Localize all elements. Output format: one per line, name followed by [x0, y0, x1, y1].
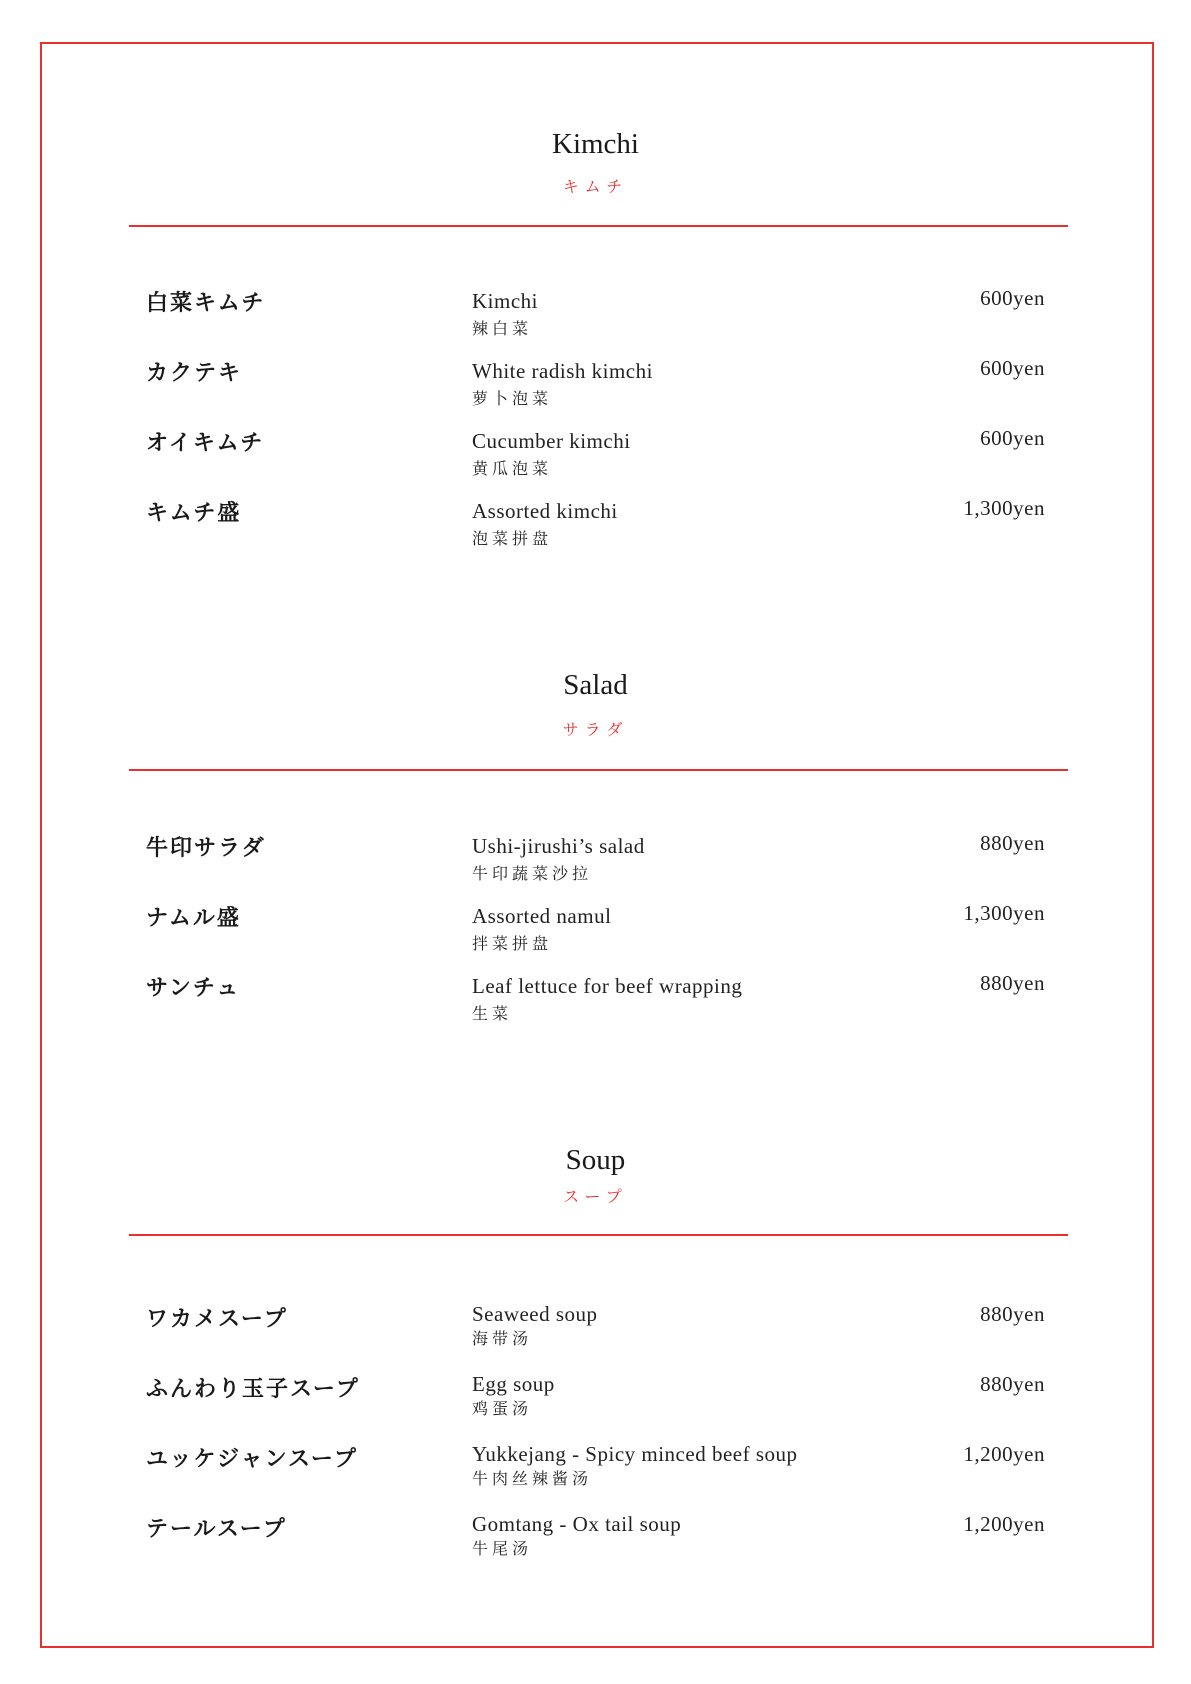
menu-item — [0, 426, 1191, 486]
menu-item — [0, 1442, 1191, 1502]
menu-item — [0, 356, 1191, 416]
item-name-en: Cucumber kimchi — [472, 429, 631, 453]
item-name-jp: テールスープ — [146, 1517, 287, 1542]
section-subtitle-salad: サラダ — [562, 720, 629, 739]
section-title-soup: Soup — [565, 1144, 626, 1176]
item-name-jp: オイキムチ — [146, 431, 265, 456]
item-name-en: Assorted namul — [472, 904, 612, 928]
item-price: 1,200yen — [963, 1442, 1045, 1466]
menu-item — [0, 286, 1191, 346]
item-name-cn: 牛肉丝辣酱汤 — [472, 1469, 593, 1488]
item-name-en: Yukkejang - Spicy minced beef soup — [472, 1442, 798, 1466]
item-name-cn: 辣白菜 — [472, 319, 533, 338]
item-name-jp: キムチ盛 — [146, 501, 242, 526]
menu-item — [0, 496, 1191, 556]
item-name-en: Leaf lettuce for beef wrapping — [472, 974, 743, 998]
item-name-cn: 牛印蔬菜沙拉 — [472, 864, 593, 883]
item-name-cn: 鸡蛋汤 — [472, 1399, 533, 1418]
section-title-salad: Salad — [563, 669, 628, 701]
item-name-en: Assorted kimchi — [472, 499, 618, 523]
item-name-jp: ワカメスープ — [146, 1307, 288, 1332]
item-name-en: Ushi-jirushi’s salad — [472, 834, 645, 858]
menu-item — [0, 971, 1191, 1031]
item-price: 600yen — [980, 426, 1045, 450]
section-subtitle-kimchi: キムチ — [562, 177, 629, 196]
item-price: 880yen — [980, 831, 1045, 855]
item-name-jp: ナムル盛 — [146, 906, 241, 931]
item-name-en: Kimchi — [472, 289, 538, 313]
item-price: 1,300yen — [963, 496, 1045, 520]
section-divider — [129, 1234, 1068, 1236]
item-price: 600yen — [980, 356, 1045, 380]
item-name-cn: 海带汤 — [472, 1329, 533, 1348]
item-price: 880yen — [980, 1372, 1045, 1396]
section-subtitle-soup: スープ — [563, 1187, 628, 1206]
item-name-en: Egg soup — [472, 1372, 555, 1396]
item-name-en: Seaweed soup — [472, 1302, 598, 1326]
menu-item — [0, 1372, 1191, 1432]
item-name-en: White radish kimchi — [472, 359, 653, 383]
item-name-jp: ユッケジャンスープ — [146, 1447, 358, 1472]
menu-item — [0, 901, 1191, 961]
item-price: 880yen — [980, 1302, 1045, 1326]
item-name-jp: 白菜キムチ — [146, 291, 266, 316]
item-price: 880yen — [980, 971, 1045, 995]
section-divider — [129, 225, 1068, 227]
item-name-cn: 黄瓜泡菜 — [472, 459, 553, 478]
item-name-cn: 牛尾汤 — [472, 1539, 533, 1558]
item-name-cn: 拌菜拼盘 — [472, 934, 553, 953]
section-title-kimchi: Kimchi — [552, 128, 639, 160]
item-name-jp: ふんわり玉子スープ — [146, 1377, 360, 1402]
item-name-jp: カクテキ — [146, 361, 243, 386]
item-name-cn: 泡菜拼盘 — [472, 529, 553, 548]
section-divider — [129, 769, 1068, 771]
item-price: 600yen — [980, 286, 1045, 310]
menu-item — [0, 1302, 1191, 1362]
item-price: 1,300yen — [963, 901, 1045, 925]
item-name-cn: 生菜 — [472, 1004, 513, 1023]
menu-item — [0, 831, 1191, 891]
menu-item — [0, 1512, 1191, 1572]
item-name-cn: 萝卜泡菜 — [472, 389, 553, 408]
item-name-jp: サンチュ — [146, 976, 241, 1001]
item-price: 1,200yen — [963, 1512, 1045, 1536]
item-name-jp: 牛印サラダ — [146, 836, 266, 861]
item-name-en: Gomtang - Ox tail soup — [472, 1512, 682, 1536]
